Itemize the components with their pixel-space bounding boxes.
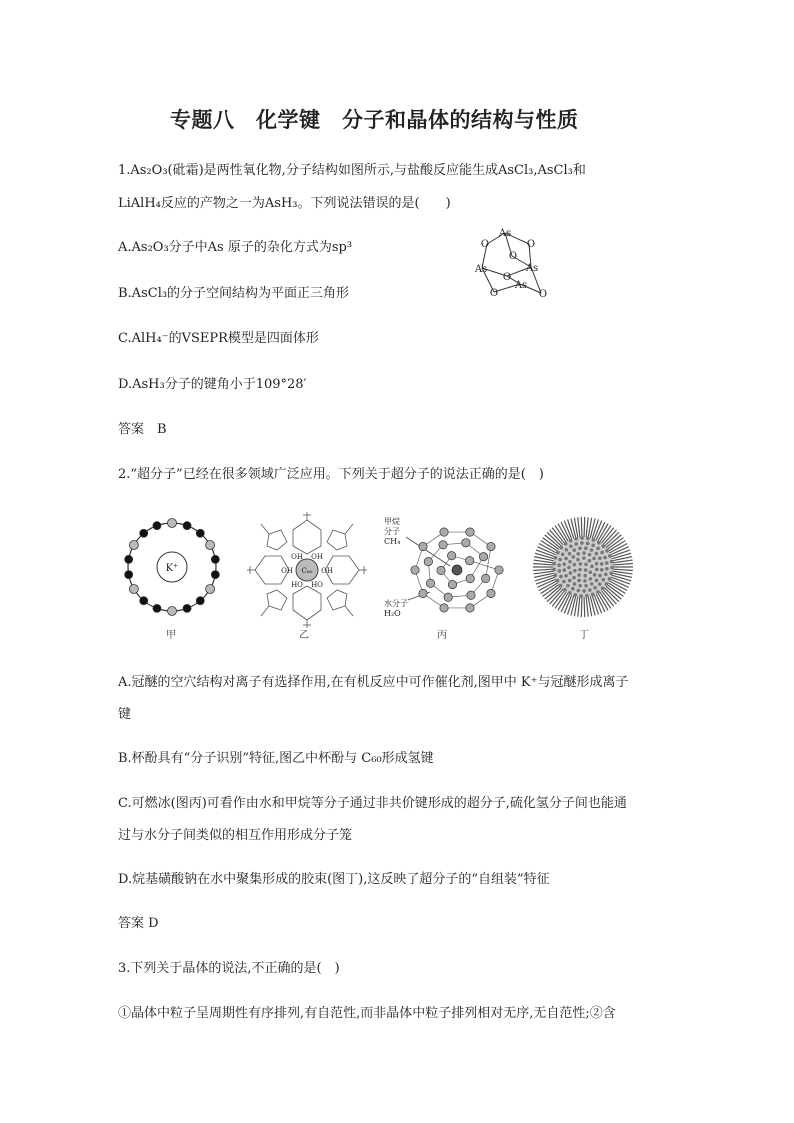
micelle-head: [578, 546, 582, 550]
atom-o: O: [480, 239, 490, 250]
atom-o: O: [526, 239, 536, 250]
micelle-head: [596, 547, 600, 551]
q1-option-a: A.As₂O₃分子中As 原子的杂化方式为sp³: [118, 240, 353, 255]
micelle-head: [552, 562, 556, 566]
q2-answer: 答案 D: [118, 916, 159, 931]
micelle-head: [573, 563, 577, 567]
micelle-head: [608, 554, 612, 558]
micelle-head: [577, 573, 581, 577]
q1-option-c: C.AlH₄⁻的VSEPR模型是四面体形: [118, 331, 319, 346]
page-title: 专题八 化学键 分子和晶体的结构与性质: [170, 107, 579, 132]
micelle-head: [588, 588, 592, 592]
micelle-head: [579, 562, 583, 566]
water-molecule: [424, 557, 432, 565]
micelle-head: [580, 536, 584, 540]
carbon-atom: [183, 522, 191, 530]
hydrogen-bond-line: [486, 547, 491, 579]
carbon-atom: [125, 571, 133, 579]
water-molecule: [466, 574, 474, 582]
crown-ether-figure: [117, 512, 227, 627]
micelle-head: [605, 582, 609, 586]
micelle-head: [558, 569, 562, 573]
micelle-head: [595, 562, 599, 566]
micelle-head: [588, 553, 592, 557]
micelle-head: [600, 551, 604, 555]
water-molecule: [426, 579, 434, 587]
c60-label: C₆₀: [301, 567, 313, 575]
oxygen-atom: [206, 541, 215, 550]
micelle-head: [596, 590, 600, 594]
micelle-head: [595, 579, 599, 583]
as4o6-structure-figure: [465, 222, 560, 304]
figure-yi-label: 乙: [299, 630, 309, 641]
micelle-head: [593, 586, 597, 590]
micelle-head: [600, 562, 604, 566]
micelle-tail: [584, 595, 585, 617]
carbon-atom: [196, 597, 204, 605]
micelle-head: [583, 574, 587, 578]
micelle-head: [584, 563, 588, 567]
micelle-head: [571, 587, 575, 591]
ho-label: HO: [291, 581, 303, 589]
micelle-head: [567, 566, 571, 570]
micelle-head: [584, 546, 588, 550]
atom-as-left: As: [474, 264, 488, 275]
micelle-head: [569, 571, 573, 575]
q2-option-d: D.烷基磺酸钠在水中聚集形成的胶束(图丁),这反映了超分子的“自组装”特征: [118, 872, 550, 887]
ho-label: HO: [311, 581, 323, 589]
micelle-tail: [581, 595, 582, 617]
micelle-head: [556, 579, 560, 583]
q2-option-a-line2: 键: [118, 707, 132, 722]
micelle-head: [574, 542, 578, 546]
micelle-head: [571, 555, 575, 559]
q3-statement-line1: ①晶体中粒子呈周期性有序排列,有自范性,而非晶体中粒子排列相对无序,无自范性;②含: [118, 1006, 616, 1021]
micelle-head: [605, 561, 609, 565]
water-molecule: [462, 539, 470, 547]
micelle-head: [568, 579, 572, 583]
atom-as-right: As: [525, 263, 539, 274]
carbon-atom: [183, 604, 191, 612]
micelle-head: [561, 552, 565, 556]
micelle-head: [593, 573, 597, 577]
micelle-head: [601, 587, 605, 591]
water-molecule: [448, 580, 456, 588]
q3-stem: 3.下列关于晶体的说法,不正确的是( ): [118, 961, 340, 976]
oxygen-atom: [168, 519, 177, 528]
carbon-atom: [211, 571, 219, 579]
micelle-head: [598, 582, 602, 586]
micelle-head: [592, 538, 596, 542]
oxygen-atom: [168, 607, 177, 616]
micelle-head: [605, 567, 609, 571]
micelle-head: [568, 552, 572, 556]
micelle-head: [588, 559, 592, 563]
atom-o: O: [502, 272, 512, 283]
micelle-tail: [584, 517, 585, 539]
q1-stem-line1: 1.As₂O₃(砒霜)是两性氧化物,分子结构如图所示,与盐酸反应能生成AsCl₃,AsCl₃和: [118, 163, 586, 178]
micelle-head: [562, 580, 566, 584]
micelle-head: [558, 558, 562, 562]
q2-option-c-line2: 过与水分子间类似的相互作用形成分子笼: [118, 828, 353, 843]
micelle-head: [562, 562, 566, 566]
micelle-head: [580, 541, 584, 545]
oxygen-atom: [206, 585, 215, 594]
micelle-head: [586, 537, 590, 541]
micelle-head: [572, 576, 576, 580]
micelle-head: [595, 568, 599, 572]
micelle-head: [590, 565, 594, 569]
micelle-head: [576, 552, 580, 556]
micelle-head: [586, 542, 590, 546]
water-molecule: [444, 593, 452, 601]
micelle-head: [591, 543, 595, 547]
q2-option-a-line1: A.冠醚的空穴结构对离子有选择作用,在有机反应中可作催化剂,图甲中 K⁺与冠醚形成离子: [118, 675, 629, 690]
micelle-head: [584, 584, 588, 588]
water-molecule: [440, 604, 448, 612]
micelle-head: [589, 577, 593, 581]
micelle-head: [584, 568, 588, 572]
micelle-head: [569, 544, 573, 548]
carbon-atom: [125, 555, 133, 563]
micelle-head: [564, 574, 568, 578]
micelle-head: [608, 577, 612, 581]
q1-option-d: D.AsH₃分子的键角小于109°28′: [118, 377, 307, 392]
water-molecule: [411, 566, 419, 574]
oxygen-atom: [129, 541, 138, 550]
micelle-tail: [581, 517, 582, 539]
water-molecule: [466, 604, 474, 612]
micelle-head: [554, 556, 558, 560]
micelle-head: [598, 556, 602, 560]
micelle-head: [582, 589, 586, 593]
micelle-tail: [533, 569, 555, 571]
micelle-head: [610, 571, 614, 575]
water-molecule: [479, 553, 487, 561]
micelle-tail: [611, 569, 633, 571]
carbon-atom: [140, 529, 148, 537]
atom-o: O: [508, 251, 518, 262]
micelle-head: [573, 593, 577, 597]
hydrogen-bond-line: [470, 561, 499, 570]
water-molecule: [487, 542, 495, 550]
water-label-2: H₂O: [384, 609, 401, 618]
micelle-head: [573, 582, 577, 586]
micelle-head: [589, 570, 593, 574]
micelle-head: [562, 568, 566, 572]
water-molecule: [419, 542, 427, 550]
micelle-head: [579, 594, 583, 598]
micelle-head: [590, 582, 594, 586]
micelle-head: [592, 557, 596, 561]
micelle-head: [572, 548, 576, 552]
micelle-head: [576, 558, 580, 562]
clathrate-cage-figure: [382, 512, 512, 630]
micelle-head: [557, 563, 561, 567]
micelle-head: [569, 539, 573, 543]
oh-label: OH: [281, 567, 293, 575]
micelle-head: [582, 551, 586, 555]
oh-label: OH: [311, 553, 323, 561]
micelle-head: [598, 574, 602, 578]
methane-label-3: CH₄: [384, 537, 401, 546]
micelle-head: [597, 541, 601, 545]
micelle-head: [568, 560, 572, 564]
atom-as-bottom: As: [514, 280, 528, 291]
micelle-head: [603, 556, 607, 560]
micelle-head: [604, 573, 608, 577]
micelle-head: [573, 569, 577, 573]
micelle-figure: [528, 512, 638, 627]
micelle-head: [582, 556, 586, 560]
micelle-head: [577, 589, 581, 593]
q1-stem-line2: LiAlH₄反应的产物之一为AsH₃。下列说法错误的是( ): [118, 196, 451, 211]
oxygen-atom: [129, 585, 138, 594]
micelle-head: [564, 548, 568, 552]
micelle-head: [560, 546, 564, 550]
oh-label: OH: [291, 553, 303, 561]
water-molecule: [481, 574, 489, 582]
atom-o: O: [538, 289, 548, 300]
methane-label-1: 甲烷: [384, 517, 400, 526]
micelle-head: [552, 568, 556, 572]
micelle-head: [559, 575, 563, 579]
carbon-atom: [196, 529, 204, 537]
micelle-head: [590, 548, 594, 552]
micelle-head: [574, 537, 578, 541]
water-label-1: 水分子: [384, 599, 408, 608]
carbon-atom: [140, 597, 148, 605]
micelle-head: [591, 593, 595, 597]
water-molecule: [447, 551, 455, 559]
micelle-head: [605, 549, 609, 553]
micelle-head: [578, 584, 582, 588]
micelle-head: [585, 594, 589, 598]
water-molecule: [439, 541, 447, 549]
micelle-head: [600, 568, 604, 572]
micelle-head: [566, 584, 570, 588]
q1-answer: 答案 B: [118, 422, 167, 437]
water-molecule: [487, 589, 495, 597]
figure-ding-label: 丁: [579, 630, 589, 641]
water-molecule: [465, 557, 473, 565]
water-molecule: [437, 566, 445, 574]
oh-label: OH: [321, 567, 333, 575]
methane-label-2: 分子: [384, 527, 400, 536]
methane-molecule: [452, 565, 462, 575]
atom-as-top: As: [498, 228, 512, 239]
atom-o: O: [489, 288, 499, 299]
micelle-head: [602, 545, 606, 549]
carbon-atom: [153, 604, 161, 612]
water-molecule: [466, 528, 474, 536]
q2-option-c-line1: C.可燃冰(图丙)可看作由水和甲烷等分子通过非共价键形成的超分子,硫化氢分子间也能通: [118, 796, 627, 811]
q1-option-b: B.AsCl₃的分子空间结构为平面正三角形: [118, 286, 350, 301]
water-molecule: [440, 528, 448, 536]
micelle-head: [553, 573, 557, 577]
q2-option-b: B.杯酚具有“分子识别”特征,图乙中杯酚与 C₆₀形成氢键: [118, 751, 434, 766]
micelle-head: [577, 579, 581, 583]
figure-bing-label: 丙: [437, 630, 447, 641]
micelle-tail: [611, 564, 633, 566]
figure-jia-label: 甲: [166, 630, 176, 641]
calixarene-figure: [247, 512, 367, 630]
micelle-head: [568, 591, 572, 595]
q2-stem: 2.“超分子”已经在很多领域广泛应用。下列关于超分子的说法正确的是( ): [118, 467, 544, 482]
micelle-head: [583, 579, 587, 583]
micelle-head: [595, 552, 599, 556]
micelle-head: [602, 578, 606, 582]
water-molecule: [419, 589, 427, 597]
micelle-head: [563, 588, 567, 592]
carbon-atom: [153, 522, 161, 530]
k-ion-label: K⁺: [165, 563, 179, 574]
micelle-tail: [533, 564, 555, 566]
micelle-head: [556, 551, 560, 555]
micelle-head: [559, 584, 563, 588]
carbon-atom: [211, 555, 219, 563]
micelle-head: [610, 560, 614, 564]
micelle-head: [578, 568, 582, 572]
water-molecule: [467, 591, 475, 599]
micelle-head: [564, 542, 568, 546]
water-molecule: [495, 566, 503, 574]
micelle-head: [564, 557, 568, 561]
micelle-head: [610, 566, 614, 570]
